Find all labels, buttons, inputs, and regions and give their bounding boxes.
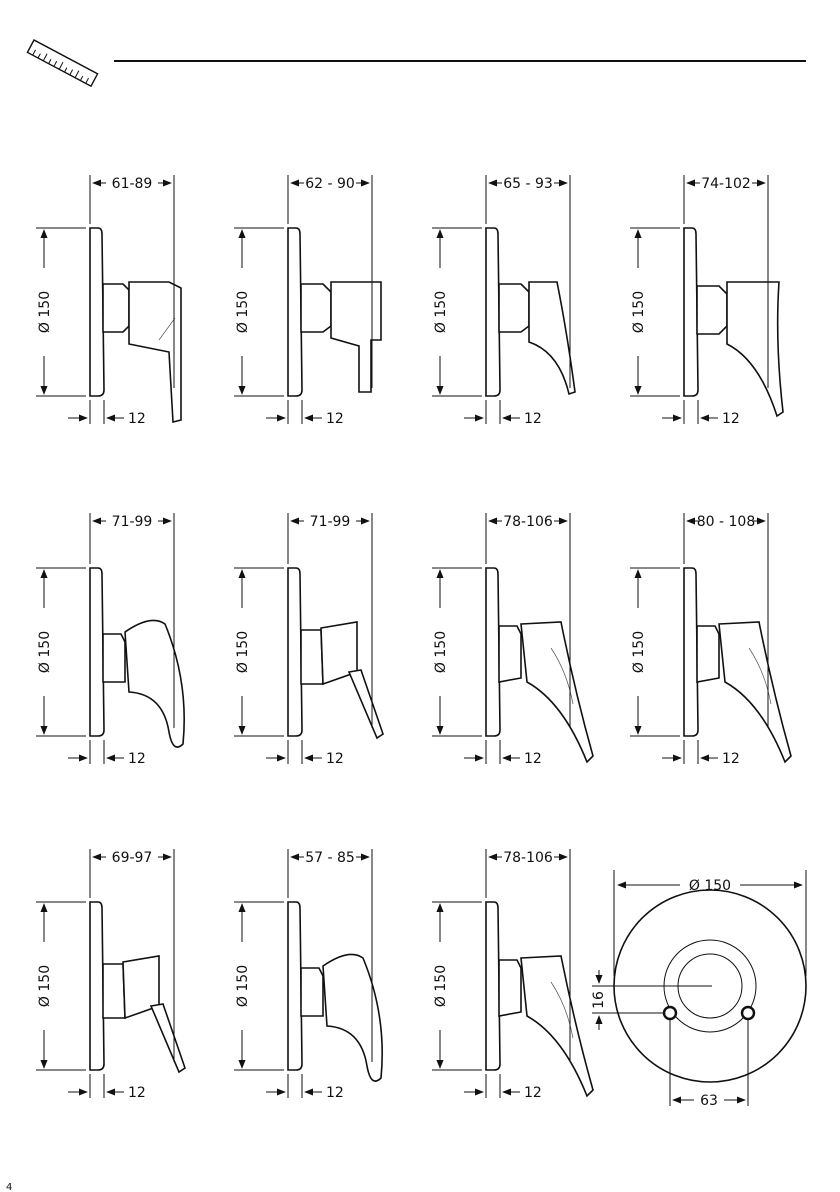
diameter-label: Ø 150 [631, 630, 647, 674]
thickness-label: 12 [722, 751, 740, 767]
cover-plate [90, 902, 104, 1070]
lever-handle [301, 622, 383, 738]
diameter-label: Ø 150 [433, 964, 449, 1008]
projection-label: 69-97 [111, 850, 153, 866]
diameter-label: Ø 150 [235, 290, 251, 334]
lever-handle [301, 954, 382, 1081]
cover-plate [684, 568, 698, 736]
lever-handle [499, 622, 593, 762]
diameter-label: Ø 150 [37, 290, 53, 334]
side-view-1 [36, 175, 181, 427]
projection-label: 57 - 85 [305, 850, 355, 866]
right-screw-hole [742, 1007, 754, 1019]
thickness-label: 12 [326, 411, 344, 427]
projection-label: 71-99 [111, 514, 153, 530]
lever-handle [697, 622, 791, 762]
side-view-2 [234, 175, 381, 427]
diameter-label: Ø 150 [433, 630, 449, 674]
thickness-label: 12 [524, 751, 542, 767]
side-view-6 [234, 513, 383, 767]
thickness-label: 12 [524, 411, 542, 427]
side-view-9 [36, 849, 185, 1101]
cover-plate [90, 228, 104, 396]
projection-label: 78-106 [503, 850, 553, 866]
lever-handle [499, 956, 593, 1096]
projection-label: 62 - 90 [305, 176, 355, 192]
side-view-3 [432, 175, 575, 427]
thickness-label: 12 [326, 1085, 344, 1101]
side-view-8 [630, 513, 791, 767]
side-view-10 [234, 849, 382, 1101]
thickness-label: 12 [128, 411, 146, 427]
projection-label: 65 - 93 [503, 176, 553, 192]
diameter-label: Ø 150 [37, 630, 53, 674]
front-view [591, 870, 806, 1109]
thickness-label: 12 [722, 411, 740, 427]
lever-handle [103, 620, 184, 747]
diameter-label: Ø 150 [235, 630, 251, 674]
cover-plate [288, 568, 302, 736]
projection-label: 71-99 [309, 514, 351, 530]
cover-plate [486, 902, 500, 1070]
lever-handle [103, 282, 181, 422]
projection-label: 80 - 108 [696, 514, 756, 530]
page-number: 4 [6, 1182, 13, 1192]
lever-handle [499, 282, 575, 394]
thickness-label: 12 [326, 751, 344, 767]
projection-label: 61-89 [111, 176, 153, 192]
ruler-icon [27, 40, 97, 86]
side-view-5 [36, 513, 184, 767]
lever-handle [697, 282, 783, 416]
side-view-7 [432, 513, 593, 767]
cover-plate [684, 228, 698, 396]
diameter-label: Ø 150 [37, 964, 53, 1008]
front-diameter-label: Ø 150 [688, 878, 732, 894]
left-screw-hole [664, 1007, 676, 1019]
lever-handle [103, 956, 185, 1072]
thickness-label: 12 [524, 1085, 542, 1101]
side-view-4 [630, 175, 783, 427]
side-view-11 [432, 849, 593, 1101]
thickness-label: 12 [128, 751, 146, 767]
hole-spacing-label: 63 [700, 1093, 718, 1109]
projection-label: 78-106 [503, 514, 553, 530]
cover-plate [486, 568, 500, 736]
cover-plate [288, 902, 302, 1070]
cover-plate [90, 568, 104, 736]
lever-handle [301, 282, 381, 392]
diameter-label: Ø 150 [433, 290, 449, 334]
vertical-offset-label: 16 [591, 991, 607, 1009]
diameter-label: Ø 150 [631, 290, 647, 334]
thickness-label: 12 [128, 1085, 146, 1101]
cover-plate [288, 228, 302, 396]
diameter-label: Ø 150 [235, 964, 251, 1008]
cover-plate [486, 228, 500, 396]
projection-label: 74-102 [701, 176, 751, 192]
